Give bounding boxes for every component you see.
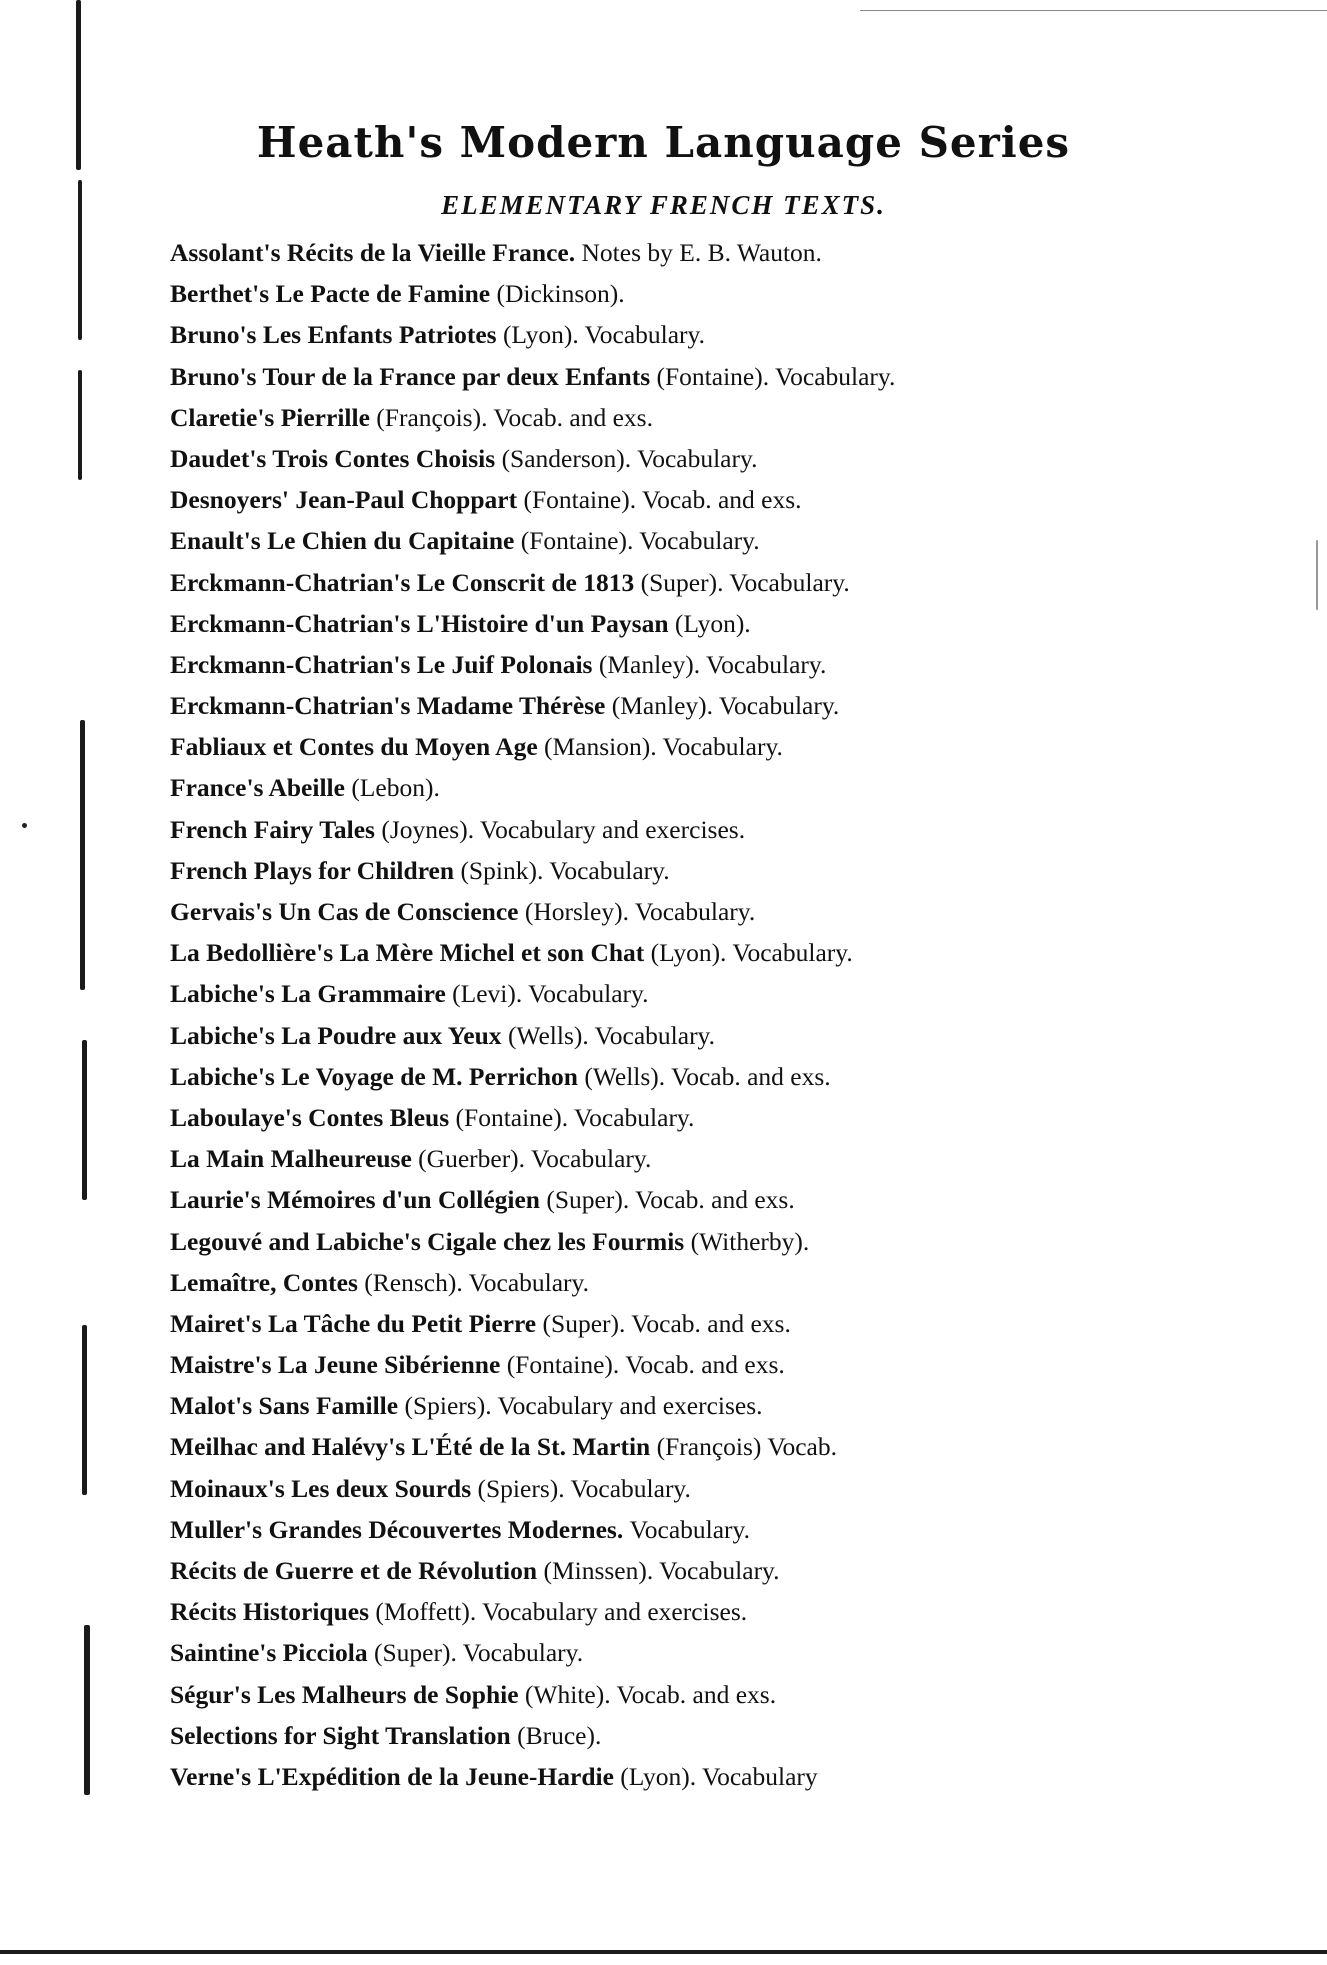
entry-title: Bruno's Tour de la France par deux Enfants [170, 361, 651, 391]
entry-title: Legouvé and Labiche's Cigale chez les Fourmis [170, 1226, 685, 1256]
entry-title: French Fairy Tales [170, 814, 375, 844]
entry-note: (Fontaine). Vocab. and exs. [523, 485, 802, 515]
entry-title: Erckmann-Chatrian's Madame Thérèse [170, 691, 606, 721]
entry-title: Verne's L'Expédition de la Jeune-Hardie [170, 1761, 614, 1791]
entry-note: (Fontaine). Vocabulary. [656, 361, 896, 391]
scan-edge-mark [82, 1325, 87, 1495]
entry-note: Vocabulary. [629, 1514, 751, 1544]
list-item [170, 479, 1290, 520]
entry-note: (Rensch). Vocabulary. [364, 1267, 589, 1297]
list-item [170, 397, 1290, 438]
entry-title: France's Abeille [170, 773, 345, 803]
entry-title: Récits de Guerre et de Révolution [170, 1556, 538, 1585]
list-item [170, 809, 1290, 850]
entry-title: Daudet's Trois Contes Choisis [170, 443, 496, 473]
list-item [170, 850, 1290, 891]
entry-note: (Minssen). Vocabulary. [543, 1556, 780, 1585]
list-item [170, 1262, 1290, 1303]
entry-note: (Mansion). Vocabulary. [544, 732, 783, 762]
entry-note: (Levi). Vocabulary. [452, 979, 649, 1009]
entry-title: Moinaux's Les deux Sourds [170, 1473, 472, 1503]
entry-note: (Fontaine). Vocab. and exs. [506, 1350, 785, 1380]
list-item [170, 1715, 1290, 1756]
entry-note: (Lebon). [351, 773, 440, 803]
scan-edge-mark [78, 370, 82, 480]
entry-note: (Wells). Vocabulary. [507, 1020, 716, 1050]
list-item [170, 1674, 1290, 1715]
list-item [170, 273, 1290, 314]
scan-speck [1316, 540, 1318, 610]
entry-note: (Manley). Vocabulary. [598, 649, 827, 679]
entry-title: Assolant's Récits de la Vieille France. [170, 238, 576, 267]
entry-title: Laurie's Mémoires d'un Collégien [170, 1185, 540, 1215]
scan-top-rule [860, 10, 1327, 11]
entry-note: (Horsley). Vocabulary. [524, 897, 756, 926]
entry-note: (Lyon). Vocabulary. [650, 938, 853, 968]
list-item [170, 1056, 1290, 1097]
entry-title: Erckmann-Chatrian's Le Conscrit de 1813 [170, 567, 635, 597]
list-item [170, 1221, 1290, 1262]
entry-title: Mairet's La Tâche du Petit Pierre [170, 1308, 537, 1338]
entry-title: Erckmann-Chatrian's L'Histoire d'un Paysan [170, 608, 669, 638]
entry-title: Bruno's Les Enfants Patriotes [170, 320, 497, 350]
entry-title: La Bedollière's La Mère Michel et son Chat [170, 938, 645, 968]
list-item [170, 1138, 1290, 1179]
entry-note: (Manley). Vocabulary. [611, 691, 840, 721]
entry-title: Claretie's Pierrille [170, 402, 370, 432]
entry-note: (Super). Vocabulary. [374, 1638, 584, 1668]
list-item [170, 891, 1290, 932]
entry-title: Labiche's La Poudre aux Yeux [170, 1020, 502, 1050]
list-item [170, 1303, 1290, 1344]
entry-title: Labiche's Le Voyage de M. Perrichon [170, 1061, 578, 1091]
list-item [170, 1179, 1290, 1220]
entry-note: (Sanderson). Vocabulary. [501, 443, 758, 473]
entry-title: Desnoyers' Jean-Paul Choppart [170, 485, 518, 515]
entry-note: (Guerber). Vocabulary. [418, 1144, 652, 1174]
entry-note: (White). Vocab. and exs. [524, 1679, 777, 1709]
entry-title: Enault's Le Chien du Capitaine [170, 526, 515, 556]
list-item [170, 562, 1290, 603]
scan-bottom-rule [0, 1950, 1327, 1954]
list-item [170, 1632, 1290, 1673]
entry-title: Malot's Sans Famille [170, 1391, 399, 1421]
list-item [170, 1468, 1290, 1509]
list-item [170, 356, 1290, 397]
list-item [170, 1097, 1290, 1138]
entry-title: Maistre's La Jeune Sibérienne [170, 1350, 501, 1380]
list-item [170, 685, 1290, 726]
entry-note: (Spink). Vocabulary. [460, 855, 670, 885]
entry-title: Récits Historiques [170, 1597, 370, 1627]
entry-note: (Wells). Vocab. and exs. [584, 1061, 831, 1091]
list-item [170, 973, 1290, 1014]
entry-title: Lemaître, Contes [170, 1267, 358, 1297]
scan-edge-mark [80, 720, 85, 990]
list-item [170, 603, 1290, 644]
list-item [170, 1756, 1290, 1797]
entry-title: Erckmann-Chatrian's Le Juif Polonais [170, 649, 593, 679]
entry-note: (Witherby). [690, 1226, 810, 1256]
list-item [170, 767, 1290, 808]
entry-note: (Super). Vocab. and exs. [542, 1308, 791, 1338]
entry-note: (Spiers). Vocabulary and exercises. [404, 1391, 763, 1421]
entry-title: La Main Malheureuse [170, 1144, 412, 1174]
entry-note: (Super). Vocabulary. [640, 567, 850, 597]
list-item [170, 1509, 1290, 1550]
list-item [170, 438, 1290, 479]
list-item [170, 520, 1290, 561]
text-list [170, 232, 1290, 1797]
list-item [170, 1015, 1290, 1056]
list-item [170, 1344, 1290, 1385]
list-item [170, 1550, 1290, 1591]
entry-title: French Plays for Children [170, 855, 455, 885]
section-title: ELEMENTARY FRENCH TEXTS. [441, 190, 886, 220]
entry-note: (Bruce). [517, 1720, 602, 1750]
entry-note: (Lyon). Vocabulary [620, 1761, 818, 1791]
entry-note: (Lyon). [674, 608, 751, 638]
list-item [170, 1591, 1290, 1632]
entry-title: Gervais's Un Cas de Conscience [170, 897, 519, 926]
list-item [170, 1385, 1290, 1426]
entry-title: Saintine's Picciola [170, 1638, 368, 1668]
scan-speck [22, 823, 27, 828]
entry-title: Fabliaux et Contes du Moyen Age [170, 732, 538, 762]
entry-note: Notes by E. B. Wauton. [581, 238, 822, 267]
scan-edge-mark [84, 1625, 90, 1795]
entry-note: (François) Vocab. [656, 1432, 837, 1462]
entry-title: Muller's Grandes Découvertes Modernes. [170, 1514, 624, 1544]
entry-title: Berthet's Le Pacte de Famine [170, 279, 491, 309]
entry-note: (François). Vocab. and exs. [376, 402, 653, 432]
entry-title: Selections for Sight Translation [170, 1720, 511, 1750]
entry-note: (Moffett). Vocabulary and exercises. [375, 1597, 748, 1627]
entry-note: (Joynes). Vocabulary and exercises. [381, 814, 746, 844]
entry-title: Labiche's La Grammaire [170, 979, 446, 1009]
list-item [170, 232, 1290, 273]
entry-note: (Spiers). Vocabulary. [477, 1473, 691, 1503]
list-item [170, 314, 1290, 355]
entry-note: (Lyon). Vocabulary. [502, 320, 706, 350]
entry-note: (Super). Vocab. and exs. [546, 1185, 795, 1215]
list-item [170, 1426, 1290, 1467]
entry-note: (Dickinson). [496, 279, 625, 309]
list-item [170, 932, 1290, 973]
entry-title: Ségur's Les Malheurs de Sophie [170, 1679, 519, 1709]
entry-title: Laboulaye's Contes Bleus [170, 1102, 450, 1132]
entry-note: (Fontaine). Vocabulary. [520, 526, 760, 556]
list-item [170, 726, 1290, 767]
entry-title: Meilhac and Halévy's L'Été de la St. Martin [170, 1432, 651, 1462]
scan-edge-mark [82, 1040, 87, 1200]
series-title: Heath's Modern Language Series [256, 118, 1071, 167]
entry-note: (Fontaine). Vocabulary. [455, 1102, 695, 1132]
list-item [170, 644, 1290, 685]
